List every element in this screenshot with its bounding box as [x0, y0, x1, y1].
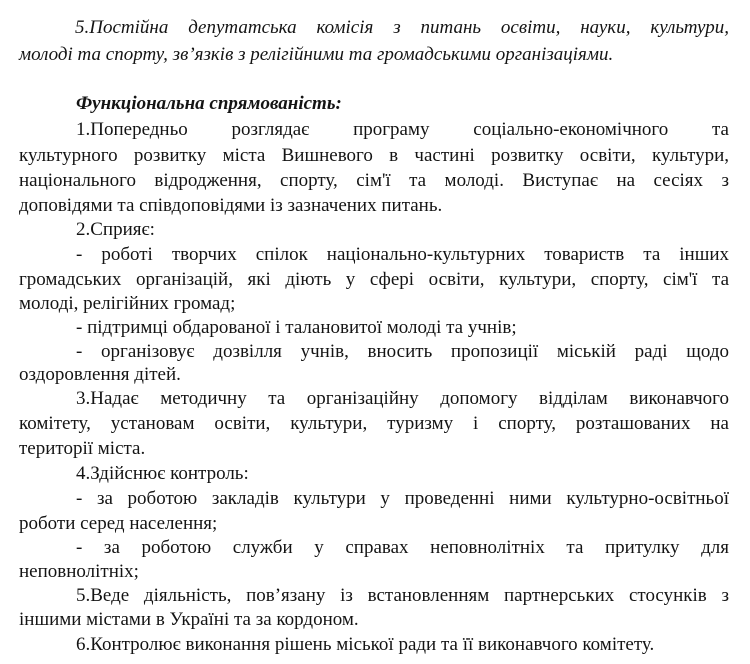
paragraph-5-line-1: - організовує дозвілля учнів, вносить пропозиції міській раді щодо	[76, 341, 729, 362]
paragraph-1-line-3: національного відродження, спорту, сім'ї та молоді. Виступає на сесіях з	[19, 170, 729, 191]
paragraph-11-line-1: 6.Контролює виконання рішень міської ради та її виконавчого комітету.	[76, 634, 655, 655]
paragraph-5-line-2: оздоровлення дітей.	[19, 364, 181, 385]
paragraph-6-line-1: 3.Надає методичну та організаційну допомогу відділам виконавчого	[76, 388, 729, 409]
functional-heading: Функціональна спрямованість:	[76, 93, 342, 114]
paragraph-10-line-1: 5.Веде діяльність, пов’язану із встановленням партнерських стосунків з	[76, 585, 729, 606]
paragraph-3-line-3: молоді, релігійних громад;	[19, 293, 236, 314]
paragraph-4-line-1: - підтримці обдарованої і талановитої молоді та учнів;	[76, 317, 517, 338]
paragraph-3-line-1: - роботі творчих спілок національно-культурних товариств та інших	[76, 244, 729, 265]
paragraph-1-line-4: доповідями та співдоповідями із зазначених питань.	[19, 195, 443, 216]
paragraph-10-line-2: іншими містами в Україні та за кордоном.	[19, 609, 359, 630]
paragraph-8-line-2: роботи серед населення;	[19, 513, 218, 534]
paragraph-1-line-1: 1.Попередньо розглядає програму соціально-економічного та	[76, 119, 729, 140]
paragraph-9-line-2: неповнолітніх;	[19, 561, 139, 582]
paragraph-7-line-1: 4.Здійснює контроль:	[76, 463, 249, 484]
paragraph-6-line-3: території міста.	[19, 438, 146, 459]
commission-title-line-1: 5.Постійна депутатська комісія з питань освіти, науки, культури,	[75, 17, 729, 38]
paragraph-6-line-2: комітету, установам освіти, культури, туризму і спорту, розташованих на	[19, 413, 729, 434]
paragraph-8-line-1: - за роботою закладів культури у проведенні ними культурно-освітньої	[76, 488, 729, 509]
paragraph-9-line-1: - за роботою служби у справах неповнолітніх та притулку для	[76, 537, 729, 558]
paragraph-1-line-2: культурного розвитку міста Вишневого в частині розвитку освіти, культури,	[19, 145, 729, 166]
paragraph-2-line-1: 2.Сприяє:	[76, 219, 155, 240]
commission-title-line-2: молоді та спорту, зв’язків з релігійними та громадськими організаціями.	[19, 44, 614, 65]
paragraph-3-line-2: громадських організацій, які діють у сфері освіти, культури, спорту, сім'ї та	[19, 269, 729, 290]
